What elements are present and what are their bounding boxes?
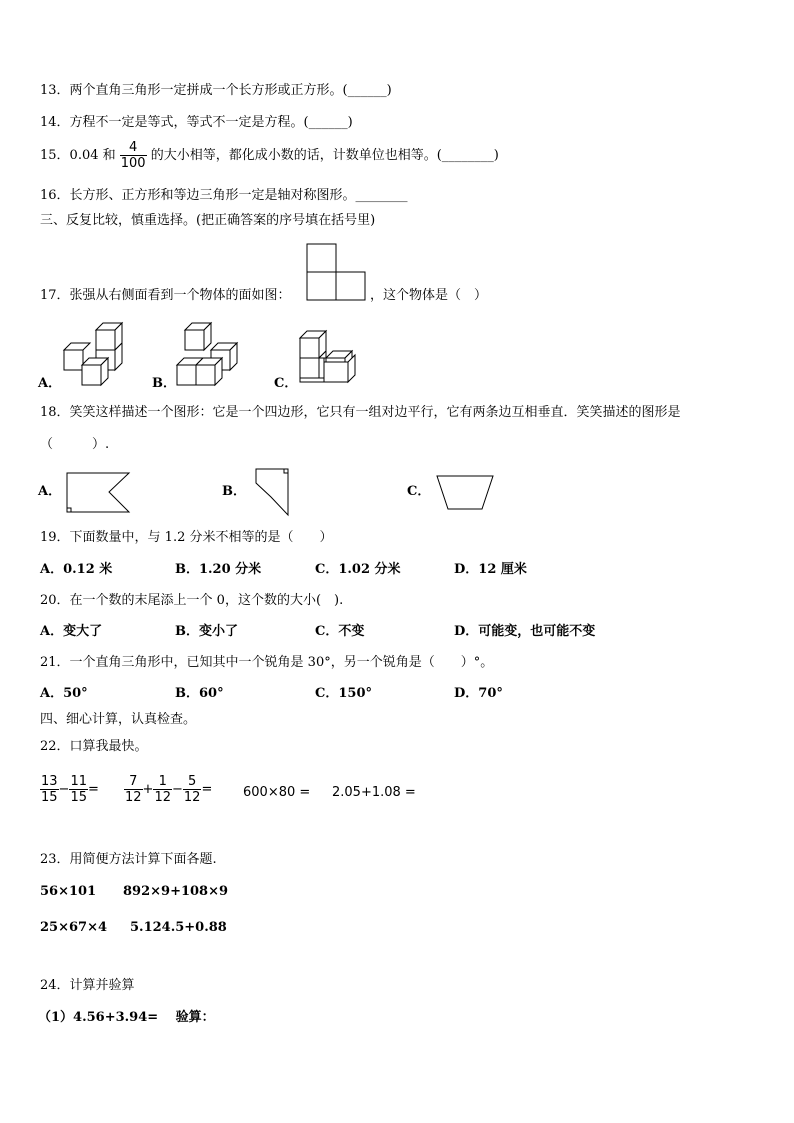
q20-option-b: B．变小了 (175, 624, 238, 639)
fraction-denominator: 15 (70, 790, 87, 805)
question-15-prefix: 15．0.04 和 (40, 148, 116, 163)
fraction (40, 774, 59, 805)
q21-option-d: D．70° (454, 686, 503, 701)
question-22: 22．口算我最快。 (40, 739, 148, 754)
q21-option-a: A．50° (40, 686, 88, 701)
q23-item-3: 25×67×4 (40, 920, 108, 935)
q20-option-d: D．可能变，也可能不变 (454, 624, 596, 639)
question-19: 19．下面数量中，与 1.2 分米不相等的是（ ） (40, 530, 333, 545)
operator: − (58, 782, 70, 797)
fraction-denominator: 12 (183, 790, 201, 805)
question-20: 20．在一个数的末尾添上一个 0，这个数的大小( ). (40, 593, 344, 608)
question-13: 13．两个直角三角形一定拼成一个长方形或正方形。(______) (40, 83, 392, 98)
fraction (69, 774, 88, 805)
fraction (183, 774, 202, 805)
q17-option-c-cubes (298, 330, 370, 392)
q18-option-b-shape (254, 468, 292, 518)
operator: − (172, 782, 183, 797)
fraction-numerator: 1 (158, 774, 167, 789)
question-15 (40, 140, 499, 171)
equals-sign: = (201, 782, 213, 797)
q19-option-d: D．12 厘米 (454, 562, 527, 577)
expr-fraction-mixed (124, 774, 212, 805)
q24-item-1: （1）4.56+3.94= 验算： (38, 1010, 215, 1025)
question-18-line-1: 18．笑笑这样描述一个图形：它是一个四边形，它只有一组对边平行，它有两条边互相垂直．笑笑描述的图形是 (40, 405, 681, 420)
q17-option-a-cubes (62, 322, 126, 390)
fraction-4-100 (120, 140, 147, 171)
fraction-numerator: 4 (129, 140, 138, 155)
q17-option-a-label: A． (38, 376, 62, 391)
question-16: 16．长方形、正方形和等边三角形一定是轴对称图形。________ (40, 188, 408, 203)
q21-option-b: B．60° (175, 686, 224, 701)
question-17-prefix: 17．张强从右侧面看到一个物体的面如图： (40, 288, 291, 303)
fraction-denominator: 100 (120, 156, 146, 171)
q19-option-a: A．0.12 米 (40, 562, 113, 577)
question-23: 23．用简便方法计算下面各题. (40, 852, 217, 867)
fraction-numerator: 11 (70, 774, 87, 789)
question-18-line-2: （ ）. (40, 437, 110, 452)
q18-option-c-shape (436, 474, 496, 512)
q17-option-b-label: B． (152, 376, 176, 391)
fraction-numerator: 7 (129, 774, 138, 789)
q18-option-b-label: B． (222, 484, 246, 499)
q23-item-2: 892×9+108×9 (123, 884, 229, 899)
q20-option-c: C．不变 (315, 624, 365, 639)
q19-option-b: B．1.20 分米 (175, 562, 262, 577)
fraction-denominator: 15 (41, 790, 58, 805)
q17-option-c-label: C． (274, 376, 298, 391)
q18-option-a-label: A． (38, 484, 62, 499)
expr-addition: 2.05+1.08 = (332, 785, 416, 800)
side-view-figure (306, 243, 368, 301)
expr-multiplication: 600×80 = (243, 785, 311, 800)
q20-option-a: A．变大了 (40, 624, 103, 639)
equals-sign: = (88, 782, 99, 797)
fraction-denominator: 12 (154, 790, 171, 805)
fraction-numerator: 5 (188, 774, 197, 789)
q17-option-b-cubes (175, 322, 247, 390)
section-3-heading: 三、反复比较，慎重选择。(把正确答案的序号填在括号里) (40, 213, 376, 228)
section-4-heading: 四、细心计算，认真检查。 (40, 712, 197, 727)
fraction (153, 774, 172, 805)
q18-option-c-label: C． (407, 484, 431, 499)
question-17-suffix: ，这个物体是（ ） (370, 288, 488, 303)
expr-fraction-subtraction (40, 774, 99, 805)
fraction-denominator: 12 (125, 790, 142, 805)
question-21: 21．一个直角三角形中，已知其中一个锐角是 30°，另一个锐角是（ ）°。 (40, 655, 494, 670)
question-15-suffix: 的大小相等，都化成小数的话，计数单位也相等。(________) (150, 148, 499, 163)
question-14: 14．方程不一定是等式，等式不一定是方程。(______) (40, 115, 353, 130)
q21-option-c: C．150° (315, 686, 372, 701)
fraction (124, 774, 143, 805)
q23-item-4: 5.124.5+0.88 (130, 920, 227, 935)
q23-item-1: 56×101 (40, 884, 97, 899)
q19-option-c: C．1.02 分米 (315, 562, 401, 577)
question-24: 24．计算并验算 (40, 978, 135, 993)
q18-option-a-shape (66, 472, 132, 514)
fraction-numerator: 13 (41, 774, 58, 789)
operator: + (142, 782, 154, 797)
